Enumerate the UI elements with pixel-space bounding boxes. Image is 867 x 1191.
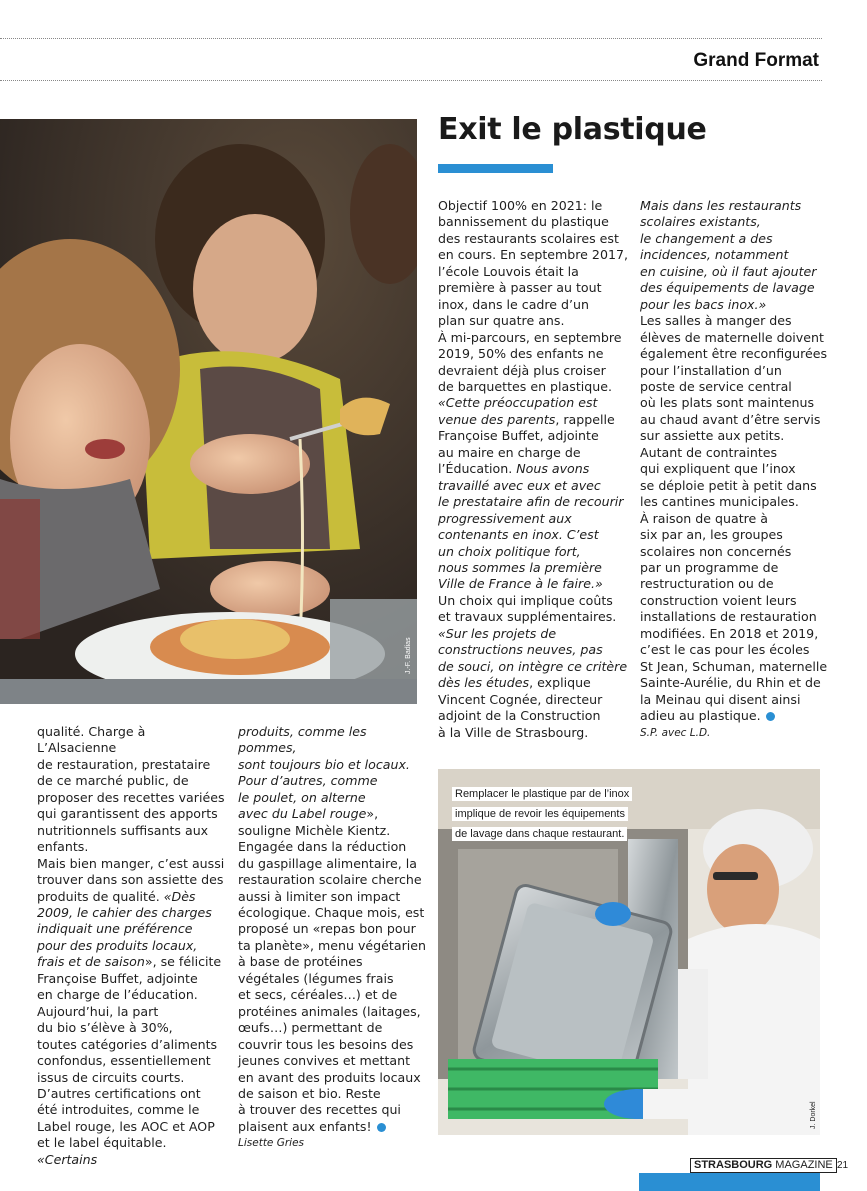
text-line: travaillé avec eux et avec bbox=[438, 477, 601, 493]
text-line: construction voient leurs bbox=[640, 592, 797, 608]
article-column-1 bbox=[438, 198, 628, 741]
text-line: au maire en charge de bbox=[438, 444, 581, 460]
text-line: adjoint de la Construction bbox=[438, 708, 601, 724]
text-line: trouver dans son assiette des bbox=[37, 872, 224, 888]
text-line: un choix politique fort, bbox=[438, 543, 581, 559]
text-line: six par an, les groupes bbox=[640, 527, 783, 543]
text-line: D’autres certifications ont bbox=[37, 1085, 201, 1101]
text-line: végétales (légumes frais bbox=[238, 970, 394, 986]
text-line: Label rouge, les AOC et AOP bbox=[37, 1118, 215, 1134]
text-line: qui garantissent des apports bbox=[37, 806, 218, 822]
magazine-masthead bbox=[690, 1158, 837, 1173]
top-photo-credit: J.-F. Badias bbox=[405, 637, 412, 674]
text-line: toutes catégories d’aliments bbox=[37, 1036, 218, 1052]
text-line: élèves de maternelle doivent bbox=[640, 329, 824, 345]
text-line: bannissement du plastique bbox=[438, 214, 609, 230]
text-line: constructions neuves, pas bbox=[438, 642, 603, 658]
text-line: en charge de l’éducation. bbox=[37, 987, 198, 1003]
text-line: à base de protéines bbox=[238, 954, 363, 970]
text-line: de saison et bio. Reste bbox=[238, 1085, 381, 1101]
text-line: également être reconfigurées bbox=[640, 346, 828, 362]
text-line: Sainte-Aurélie, du Rhin et de bbox=[640, 675, 821, 691]
text-line: sur assiette aux petits. bbox=[640, 428, 785, 444]
text-line: ta planète», menu végétarien bbox=[238, 937, 426, 953]
text-line: À raison de quatre à bbox=[640, 510, 769, 526]
text-line: en cours. En septembre 2017, bbox=[438, 247, 628, 263]
page-number: 21 bbox=[837, 1160, 849, 1171]
text-line: Vincent Cognée, directeur bbox=[438, 691, 603, 707]
text-line: venue des parents, rappelle bbox=[438, 411, 615, 427]
text-line: Françoise Buffet, adjointe bbox=[438, 428, 599, 444]
title-accent-bar bbox=[438, 164, 553, 173]
text-line: pour l’installation d’un bbox=[640, 362, 782, 378]
text-line: jeunes convives et mettant bbox=[238, 1053, 411, 1069]
text-line: avec du Label rouge», bbox=[238, 806, 379, 822]
text-line: Pour d’autres, comme bbox=[238, 773, 378, 789]
text-line: du gaspillage alimentaire, la bbox=[238, 855, 417, 871]
text-line: dès les études, explique bbox=[438, 675, 591, 691]
text-line: 2019, 50% des enfants ne bbox=[438, 346, 604, 362]
text-line: modifiées. En 2018 et 2019, bbox=[640, 625, 819, 641]
text-line: des restaurants scolaires est bbox=[438, 230, 619, 246]
text-line: scolaires non concernés bbox=[640, 543, 792, 559]
text-line: le poulet, on alterne bbox=[238, 789, 366, 805]
text-line: le prestataire afin de recourir bbox=[438, 494, 624, 510]
text-line: de barquettes en plastique. bbox=[438, 378, 612, 394]
text-line: pour les bacs inox.» bbox=[640, 296, 767, 312]
text-line: se déploie petit à petit dans bbox=[640, 477, 817, 493]
text-line: plan sur quatre ans. bbox=[438, 313, 565, 329]
article-title: Exit le plastique bbox=[438, 112, 707, 147]
text-line: produits de qualité. «Dès bbox=[37, 888, 196, 904]
masthead-suffix: MAGAZINE bbox=[775, 1159, 833, 1171]
end-bullet-icon bbox=[766, 712, 775, 721]
text-line: la Meinau qui disent ainsi bbox=[640, 691, 801, 707]
text-line: Les salles à manger des bbox=[640, 313, 792, 329]
children-eating-photo bbox=[0, 119, 417, 704]
caption-line: Remplacer le plastique par de l’inox bbox=[452, 787, 632, 801]
text-line: les cantines municipales. bbox=[640, 494, 799, 510]
text-line: Françoise Buffet, adjointe bbox=[37, 970, 198, 986]
text-line: Mais dans les restaurants bbox=[640, 198, 802, 213]
text-line: scolaires existants, bbox=[640, 214, 761, 230]
author-signature: Lisette Gries bbox=[238, 1137, 305, 1150]
text-line: Aujourd’hui, la part bbox=[37, 1003, 159, 1019]
text-line: Engagée dans la réduction bbox=[238, 839, 407, 855]
masthead-name: STRASBOURG bbox=[694, 1159, 773, 1171]
text-line: en cuisine, où il faut ajouter bbox=[640, 263, 817, 279]
text-line: première à passer au tout bbox=[438, 280, 602, 296]
text-line: souligne Michèle Kientz. bbox=[238, 822, 391, 838]
text-line: des équipements de lavage bbox=[640, 280, 815, 296]
text-line: St Jean, Schuman, maternelle bbox=[640, 658, 828, 674]
children-eating-illustration bbox=[0, 119, 417, 704]
article-column-3 bbox=[37, 724, 227, 1168]
text-line: progressivement aux bbox=[438, 510, 572, 526]
header-rule-bottom bbox=[0, 80, 822, 81]
text-line: par un programme de bbox=[640, 559, 779, 575]
caption-line: implique de revoir les équipements bbox=[452, 807, 628, 821]
text-line: Ville de France à le faire.» bbox=[438, 576, 603, 592]
photo-caption bbox=[452, 784, 632, 844]
text-line: restauration scolaire cherche bbox=[238, 872, 422, 888]
text-line: et secs, céréales…) et de bbox=[238, 987, 398, 1003]
text-line: nutritionnels suffisants aux bbox=[37, 822, 209, 838]
text-line: 2009, le cahier des charges bbox=[37, 904, 212, 920]
text-line: c’est le cas pour les écoles bbox=[640, 642, 810, 658]
text-line: de souci, on intègre ce critère bbox=[438, 658, 628, 674]
article-column-2 bbox=[640, 198, 830, 741]
text-line: «Sur les projets de bbox=[438, 625, 557, 641]
footer-accent-bar bbox=[639, 1173, 820, 1191]
end-bullet-icon bbox=[377, 1123, 386, 1132]
text-line: qui expliquent que l’inox bbox=[640, 461, 796, 477]
text-line: devraient déjà plus croiser bbox=[438, 362, 606, 378]
text-line: Objectif 100% en 2021: le bbox=[438, 198, 603, 213]
text-line: Mais bien manger, c’est aussi bbox=[37, 855, 225, 871]
bottom-photo-credit: J. Dorkel bbox=[810, 1101, 817, 1129]
text-line: Un choix qui implique coûts bbox=[438, 592, 613, 608]
text-line: de restauration, prestataire bbox=[37, 756, 211, 772]
text-line: été introduites, comme le bbox=[37, 1102, 200, 1118]
text-line: et le label équitable. «Certains bbox=[37, 1135, 167, 1167]
text-line: poste de service central bbox=[640, 378, 792, 394]
text-line: l’école Louvois était la bbox=[438, 263, 579, 279]
text-line: proposer des recettes variées bbox=[37, 789, 225, 805]
text-line: produits, comme les pommes, bbox=[238, 724, 367, 756]
article-column-4 bbox=[238, 724, 428, 1152]
caption-line: de lavage dans chaque restaurant. bbox=[452, 827, 627, 841]
header-rule-top bbox=[0, 38, 822, 39]
text-line: enfants. bbox=[37, 839, 89, 855]
text-line: du bio s’élève à 30%, bbox=[37, 1020, 173, 1036]
text-line: où les plats sont maintenus bbox=[640, 395, 815, 411]
text-line: Autant de contraintes bbox=[640, 444, 778, 460]
text-line: pour des produits locaux, bbox=[37, 937, 198, 953]
text-line: le changement a des bbox=[640, 230, 773, 246]
text-line: œufs…) permettant de bbox=[238, 1020, 383, 1036]
author-signature: S.P. avec L.D. bbox=[640, 726, 711, 739]
text-line: aussi à limiter son impact bbox=[238, 888, 401, 904]
text-line: l’Éducation. Nous avons bbox=[438, 461, 590, 477]
text-line: frais et de saison», se félicite bbox=[37, 954, 222, 970]
text-line: incidences, notamment bbox=[640, 247, 789, 263]
text-line: installations de restauration bbox=[640, 609, 817, 625]
text-line: protéines animales (laitages, bbox=[238, 1003, 421, 1019]
text-line: à la Ville de Strasbourg. bbox=[438, 724, 589, 740]
text-line: nous sommes la première bbox=[438, 559, 602, 575]
text-line: et travaux supplémentaires. bbox=[438, 609, 617, 625]
text-line: issus de circuits courts. bbox=[37, 1069, 185, 1085]
text-line: adieu au plastique. bbox=[640, 708, 830, 724]
text-line: indiquait une préférence bbox=[37, 921, 193, 937]
text-line: sont toujours bio et locaux. bbox=[238, 756, 410, 772]
section-title: Grand Format bbox=[693, 50, 819, 71]
text-line: de ce marché public, de bbox=[37, 773, 189, 789]
text-line: confondus, essentiellement bbox=[37, 1053, 211, 1069]
text-line: couvrir tous les besoins des bbox=[238, 1036, 414, 1052]
text-line: plaisent aux enfants! bbox=[238, 1119, 428, 1135]
text-line: en avant des produits locaux bbox=[238, 1069, 421, 1085]
text-line: restructuration ou de bbox=[640, 576, 774, 592]
text-line: à trouver des recettes qui bbox=[238, 1102, 401, 1118]
text-line: au chaud avant d’être servis bbox=[640, 411, 821, 427]
text-line: contenants en inox. C’est bbox=[438, 527, 599, 543]
text-line: À mi-parcours, en septembre bbox=[438, 329, 622, 345]
text-line: «Cette préoccupation est bbox=[438, 395, 598, 411]
text-line: proposé un «repas bon pour bbox=[238, 921, 416, 937]
text-line: inox, dans le cadre d’un bbox=[438, 296, 590, 312]
text-line: écologique. Chaque mois, est bbox=[238, 904, 425, 920]
text-line: qualité. Charge à L’Alsacienne bbox=[37, 724, 146, 756]
